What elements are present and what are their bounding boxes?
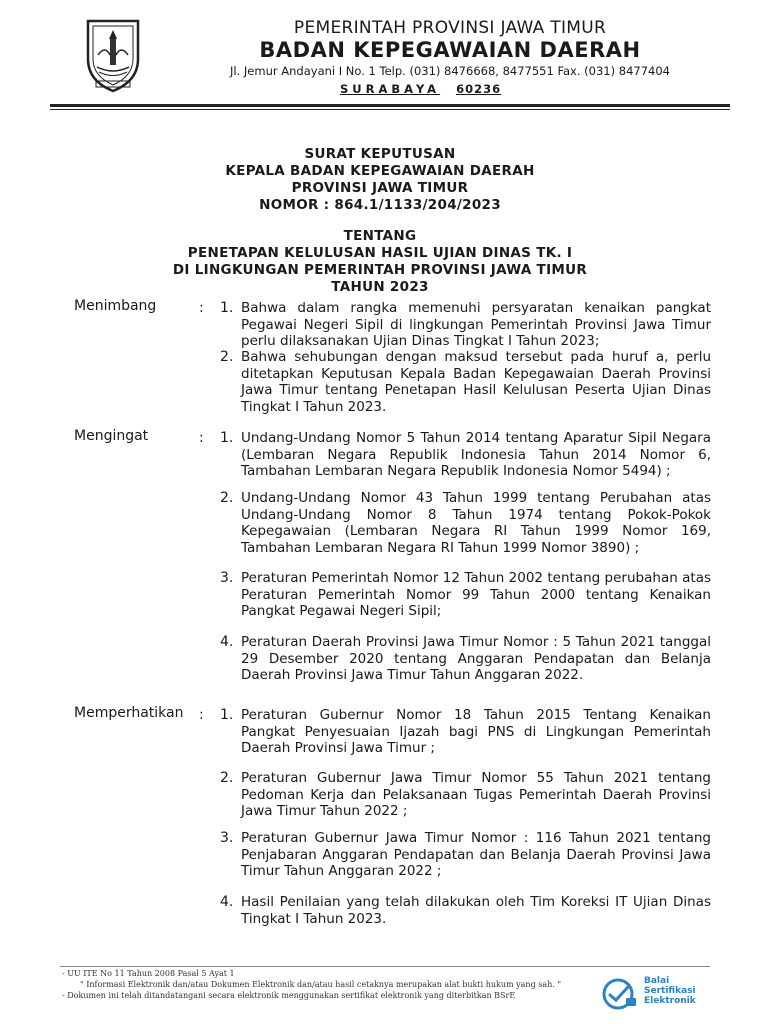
menimbang-item: Bahwa dalam rangka memenuhi persyaratan kenaikan pangkat Pegawai Negeri Sipil di lingkungan Pemerintah Provinsi Jawa Timur perlu dilaksanakan Ujian Dinas Tingkat I Tahun 2023; xyxy=(241,300,711,349)
mengingat-item: Undang-Undang Nomor 43 Tahun 1999 tentang Perubahan atas Undang-Undang Nomor 8 Tahun 1974 tentang Pokok-Pokok Kepegawaian (Lembaran Negara RI Tahun 1999 Nomor 169, Tambahan Lembaran Negara RI Tahun 1999 Nomor 3890) ; xyxy=(241,490,711,556)
letterhead-agency: BADAN KEPEGAWAIAN DAERAH xyxy=(259,38,641,62)
section-label-memperhatikan: Memperhatikan xyxy=(74,705,184,721)
mengingat-item: Undang-Undang Nomor 5 Tahun 2014 tentang Aparatur Sipil Negara (Lembaran Negara Republik Indonesia Tahun 2014 Nomor 6, Tambahan Lembaran Negara Republik Indonesia Nomor 5494) ; xyxy=(241,430,711,479)
item-number: 1. xyxy=(220,707,234,723)
item-number: 2. xyxy=(220,490,234,506)
mengingat-item: Peraturan Pemerintah Nomor 12 Tahun 2002 tentang perubahan atas Peraturan Pemerintah Nomor 99 Tahun 2000 tentang Kenaikan Pangkat Pegawai Negeri Sipil; xyxy=(241,570,711,619)
letterhead-government: PEMERINTAH PROVINSI JAWA TIMUR xyxy=(293,18,607,38)
item-number: 4. xyxy=(220,894,234,910)
memperhatikan-item: Peraturan Gubernur Jawa Timur Nomor : 116 Tahun 2021 tentang Penjabaran Anggaran Pendapatan dan Belanja Daerah Provinsi Jawa Timur Tahun Anggaran 2022 ; xyxy=(241,830,711,879)
section-colon: : xyxy=(199,430,204,446)
bsre-line1: Balai xyxy=(644,976,670,986)
footnote-ite-law: - UU ITE No 11 Tahun 2008 Pasal 5 Ayat 1 xyxy=(62,969,235,978)
footnote-quote: " Informasi Elektronik dan/atau Dokumen Elektronik dan/atau hasil cetaknya merupakan alat bukti hukum yang sah. " xyxy=(80,980,562,989)
decree-subject-line2: DI LINGKUNGAN PEMERINTAH PROVINSI JAWA TIMUR xyxy=(172,262,588,278)
item-number: 1. xyxy=(220,300,234,316)
letterhead-address: Jl. Jemur Andayani I No. 1 Telp. (031) 8476668, 8477551 Fax. (031) 8477404 xyxy=(230,64,670,78)
decree-title: SURAT KEPUTUSAN xyxy=(304,146,456,162)
decree-issuer: KEPALA BADAN KEPEGAWAIAN DAERAH xyxy=(225,163,535,179)
letterhead-divider-thick xyxy=(50,104,730,107)
item-number: 3. xyxy=(220,830,234,846)
letterhead-city xyxy=(340,82,501,96)
bsre-line2: Sertifikasi xyxy=(644,986,696,996)
memperhatikan-item: Peraturan Gubernur Jawa Timur Nomor 55 Tahun 2021 tentang Pedoman Kerja dan Pelaksanaan Tugas Pemerintah Daerah Provinsi Jawa Timur Tahun 2022 ; xyxy=(241,770,711,819)
bsre-logo-icon xyxy=(600,978,640,1010)
item-number: 2. xyxy=(220,770,234,786)
east-java-coat-of-arms-logo xyxy=(80,15,146,95)
section-colon: : xyxy=(199,707,204,723)
section-label-mengingat: Mengingat xyxy=(74,428,149,444)
city-name: SURABAYA xyxy=(340,82,441,96)
item-number: 3. xyxy=(220,570,234,586)
section-label-menimbang: Menimbang xyxy=(74,298,157,314)
letterhead-divider-thin xyxy=(50,109,730,110)
item-number: 1. xyxy=(220,430,234,446)
footnote-esign: - Dokumen ini telah ditandatangani secara elektronik menggunakan sertifikat elektronik yang diterbitkan BSrE xyxy=(62,991,516,1000)
memperhatikan-item: Peraturan Gubernur Nomor 18 Tahun 2015 Tentang Kenaikan Pangkat Penyesuaian Ijazah bagi PNS di Lingkungan Pemerintah Daerah Provinsi Jawa Timur ; xyxy=(241,707,711,756)
bsre-logo-text xyxy=(644,976,696,1006)
decree-province: PROVINSI JAWA TIMUR xyxy=(291,180,469,196)
section-colon: : xyxy=(199,300,204,316)
memperhatikan-item: Hasil Penilaian yang telah dilakukan oleh Tim Koreksi IT Ujian Dinas Tingkat I Tahun 2023. xyxy=(241,894,711,927)
bsre-line3: Elektronik xyxy=(644,996,696,1006)
decree-subject-line1: PENETAPAN KELULUSAN HASIL UJIAN DINAS TK. I xyxy=(187,245,573,261)
menimbang-item: Bahwa sehubungan dengan maksud tersebut pada huruf a, perlu ditetapkan Keputusan Kepala Badan Kepegawaian Daerah Provinsi Jawa Timur tentang Penetapan Hasil Kelulusan Peserta Ujian Dinas Tingkat I Tahun 2023. xyxy=(241,349,711,415)
footer-divider xyxy=(60,966,710,967)
decree-number: NOMOR : 864.1/1133/204/2023 xyxy=(259,197,501,213)
decree-subject-line3: TAHUN 2023 xyxy=(331,279,429,295)
mengingat-item: Peraturan Daerah Provinsi Jawa Timur Nomor : 5 Tahun 2021 tanggal 29 Desember 2020 tentang Anggaran Pendapatan dan Belanja Daerah Provinsi Jawa Timur Tahun Anggaran 2022. xyxy=(241,634,711,683)
postal-code: 60236 xyxy=(456,82,502,96)
decree-about: TENTANG xyxy=(343,228,417,244)
item-number: 4. xyxy=(220,634,234,650)
item-number: 2. xyxy=(220,349,234,365)
